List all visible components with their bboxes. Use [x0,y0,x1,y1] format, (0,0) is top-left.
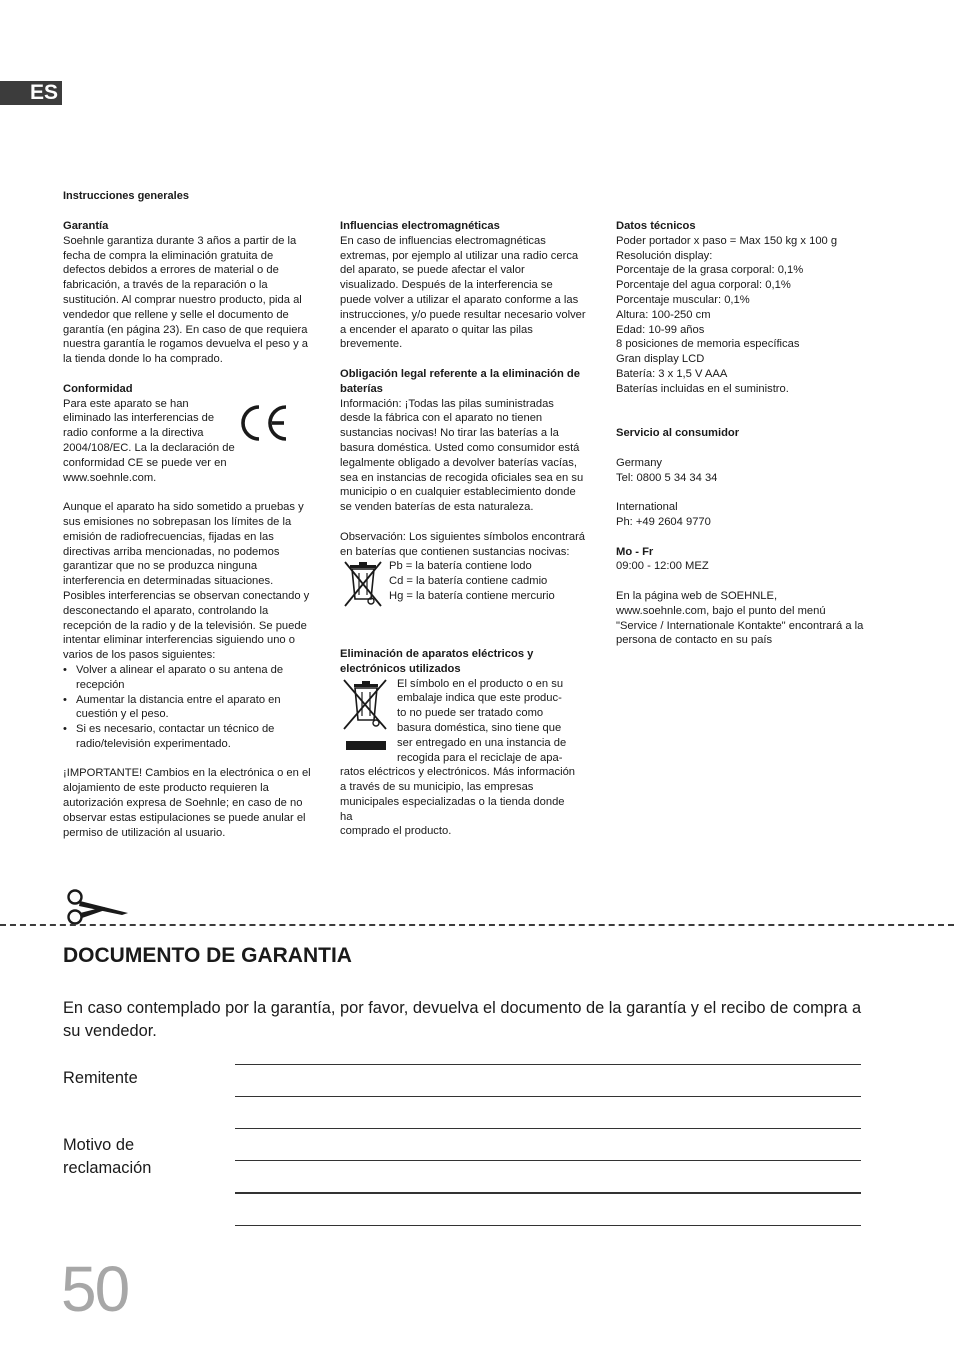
cut-line [0,924,954,926]
important-text: ¡IMPORTANTE! Cambios en la electrónica o en el alojamiento de este producto requieren la autorización expresa de Soehnle; en caso de no observar estas estipulaciones se puede anular el permiso de utilización al usuario. [63,767,311,839]
tech-line: Batería: 3 x 1,5 V AAA [616,367,728,380]
weee-bin-icon [340,677,390,755]
conformity-text: Para este aparato se han eliminado las interferencias de radio conforme a la directiva 2004/108/EC. La la declaración de conformidad CE se puede ver en www.soehnle.com. [63,397,235,484]
weee-line: recogida para el reciclaje de apa- [397,751,563,764]
conformity-heading: Conformidad [63,382,133,395]
column-1 [63,219,311,855]
form-line[interactable] [235,1064,861,1065]
tech-line: Gran display LCD [616,353,705,366]
tech-line: Baterías incluidas en el suministro. [616,382,789,395]
warranty-document-intro: En caso contemplado por la garantía, por favor, devuelva el documento de la garantía y el recibo de compra a su vendedor. [63,999,862,1040]
battery-heading: Obligación legal referente a la eliminación de baterías [340,367,580,395]
tech-line: Porcentaje de la grasa corporal: 0,1% [616,264,804,277]
tech-line: Porcentaje muscular: 0,1% [616,293,750,306]
tech-line: Poder portador x paso = Max 150 kg x 100 g [616,234,838,247]
battery-note: Observación: Los siguientes símbolos encontrará en baterías que contienen sustancias nocivas: [340,530,586,558]
battery-text: Información: ¡Todas las pilas suministradas desde la fábrica con el aparato no tienen sustancias nocivas! No tirar las baterías a la basura doméstica. Usted como consumidor está legalmente obligado a devolver baterías vacías, sea en instancias de recogida oficiales sea en su municipio o en cualquier establecimiento donde se venden baterías de esta naturaleza. [340,397,584,514]
symbol-line: Hg = la batería contiene mercurio [389,589,555,602]
conformity-block [63,397,311,486]
tech-line: 8 posiciones de memoria específicas [616,338,800,351]
scissors-icon [64,888,130,926]
page-number: 50 [61,1253,129,1325]
ce-mark-icon [237,403,291,443]
tech-line: Porcentaje del agua corporal: 0,1% [616,279,791,292]
tech-heading: Datos técnicos [616,220,696,232]
tech-line: Resolución display: [616,249,713,262]
service-germany-label: Germany [616,456,663,469]
weee-line: El símbolo en el producto o en su [397,677,564,690]
symbol-line: Pb = la batería contiene lodo [389,560,532,573]
language-tab: ES [0,81,62,105]
column-3 [616,219,866,648]
section-title: Instrucciones generales [63,190,189,202]
tech-line: Edad: 10-99 años [616,323,705,336]
service-hours: 09:00 - 12:00 MEZ [616,560,709,573]
service-intl-label: International [616,501,678,514]
reason-label: Motivo de reclamación [63,1136,152,1177]
form-line[interactable] [235,1192,861,1194]
list-item: • Aumentar la distancia entre el aparato en cuestión y el peso. [63,693,311,723]
interference-bullets [63,663,311,752]
weee-block [340,677,586,840]
interference-text: Aunque el aparato ha sido sometido a pruebas y sus emisiones no sobrepasan los límites de la emisión de radiofrecuencias, fijadas en las directivas arriba mencionadas, no podemos garantizar que no se produzca ninguna interferencia en determinadas situaciones. Posibles interferencias se observan conectando y desconectando el aparato, controlando la recepción de la radio y de la televisión. Se puede intentar eliminar interferencias siguiendo uno o varios de los pasos siguientes: [63,501,310,662]
service-intl-tel: Ph: +49 2604 9770 [616,515,711,528]
list-item: • Si es necesario, contactar un técnico de radio/televisión experimentado. [63,722,311,752]
weee-text-end: comprado el producto. [340,825,452,838]
tech-line: Altura: 100-250 cm [616,308,711,321]
symbol-line: Cd = la batería contiene cadmio [389,575,548,588]
weee-heading: Eliminación de aparatos eléctricos y electrónicos utilizados [340,647,534,675]
form-line[interactable] [235,1160,861,1161]
warranty-text: Soehnle garantiza durante 3 años a partir de la fecha de compra la eliminación gratuita de defectos debidos a errores de material o de fabricación, a través de la reparación o la sustitución. Al comprar nuestro producto, pida al vendedor que rellene y selle el documento de garantía (en página 23). En caso de que requiera nuestra garantía le rogamos devuelva el peso y a la tienda donde lo ha comprado. [63,234,309,366]
column-2 [340,219,586,839]
service-germany-tel: Tel: 0800 5 34 34 34 [616,471,718,484]
weee-line: basura doméstica, sino tiene que [397,721,562,734]
emi-text: En caso de influencias electromagnéticas extremas, por ejemplo al utilizar una radio cerca del aparato, se puede afectar el valor visualizado. Después de la interferencia se puede volver a utilizar el aparato conforme a las instrucciones, y/o puede resultar necesario volver a encender el aparato o quitar las pilas brevemente. [340,234,586,351]
form-line[interactable] [235,1096,861,1097]
list-item: • Volver a alinear el aparato o su antena de recepción [63,663,311,693]
warranty-document-title: DOCUMENTO DE GARANTIA [63,944,352,967]
service-web-text: En la página web de SOEHNLE, www.soehnle.com, bajo el punto del menú "Service / Internationale Kontakte" encontrará a la persona de contacto en su país [616,589,864,647]
battery-symbols [340,559,586,617]
service-hours-label: Mo - Fr [616,545,654,558]
service-heading: Servicio al consumidor [616,427,740,440]
weee-line: embalaje indica que este produc- [397,692,562,705]
warranty-heading: Garantía [63,220,109,232]
weee-line: ser entregado en una instancia de [397,736,567,749]
weee-line: to no puede ser tratado como [397,707,544,720]
emi-heading: Influencias electromagnéticas [340,220,500,232]
sender-label: Remitente [63,1069,138,1087]
crossed-bin-icon [342,559,384,609]
form-line[interactable] [235,1225,861,1226]
weee-text-rest: ratos eléctricos y electrónicos. Más información a través de su municipio, las empresas municipales especializadas o la tienda donde ha [340,766,576,823]
form-line[interactable] [235,1128,861,1129]
